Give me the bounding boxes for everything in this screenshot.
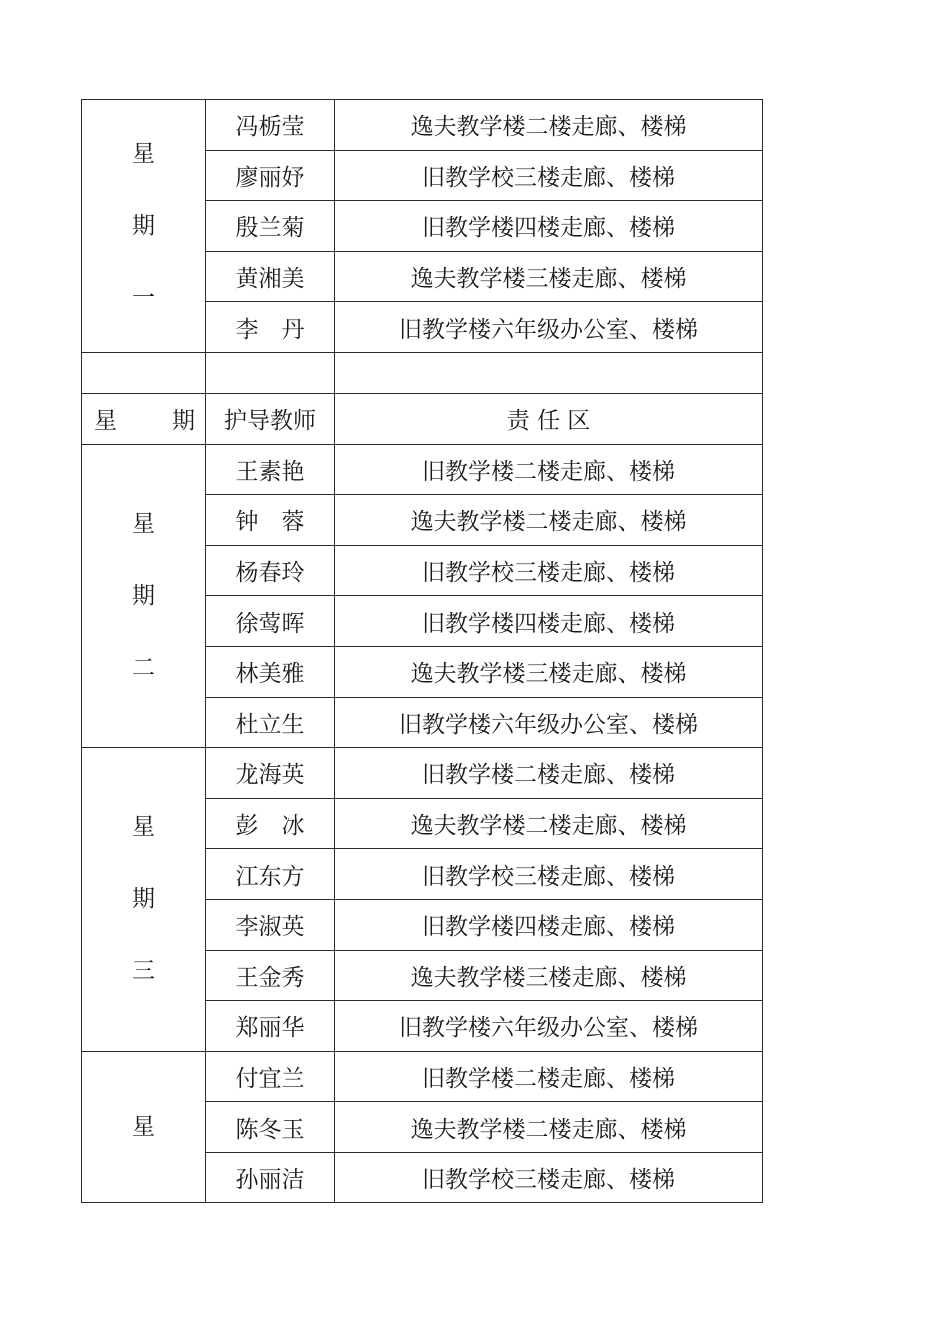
teacher-cell: 廖丽妤 [206,150,335,201]
teacher-cell: 王素艳 [206,444,335,495]
table-row [82,444,763,495]
teacher-cell: 陈冬玉 [206,1102,335,1153]
area-cell: 旧教学楼二楼走廊、楼梯 [335,748,763,799]
day-char: 星 [132,140,155,167]
day-char: 期 [132,582,155,609]
teacher-cell: 林美雅 [206,646,335,697]
area-cell: 逸夫教学楼二楼走廊、楼梯 [335,1102,763,1153]
area-cell: 逸夫教学楼二楼走廊、楼梯 [335,100,763,151]
teacher-cell: 李 丹 [206,302,335,353]
area-cell: 旧教学校三楼走廊、楼梯 [335,1152,763,1203]
teacher-cell: 李淑英 [206,899,335,950]
header-day-char: 星 [94,408,117,435]
teacher-cell: 王金秀 [206,950,335,1001]
empty-cell [82,352,206,393]
teacher-cell: 徐莺晖 [206,596,335,647]
empty-cell [335,352,763,393]
area-cell: 旧教学楼四楼走廊、楼梯 [335,201,763,252]
duty-roster-table [81,99,763,1203]
area-cell: 旧教学校三楼走廊、楼梯 [335,545,763,596]
day-char: 期 [132,886,155,913]
area-cell: 逸夫教学楼三楼走廊、楼梯 [335,950,763,1001]
area-cell: 旧教学楼六年级办公室、楼梯 [335,1001,763,1052]
teacher-cell: 付宜兰 [206,1051,335,1102]
day-char: 二 [132,654,155,681]
area-cell: 旧教学楼二楼走廊、楼梯 [335,1051,763,1102]
area-cell: 逸夫教学楼三楼走廊、楼梯 [335,251,763,302]
area-cell: 逸夫教学楼二楼走廊、楼梯 [335,798,763,849]
teacher-cell: 彭 冰 [206,798,335,849]
table-row [82,1051,763,1102]
day-char: 期 [132,212,155,239]
day-cell-thursday [82,1051,206,1203]
day-char: 星 [132,510,155,537]
teacher-cell: 江东方 [206,849,335,900]
day-char: 一 [132,284,155,311]
header-teacher: 护导教师 [206,393,335,444]
header-day-char: 期 [172,408,195,435]
area-cell: 旧教学楼六年级办公室、楼梯 [335,302,763,353]
day-char: 三 [132,958,155,985]
header-area: 责 任 区 [335,393,763,444]
area-cell: 逸夫教学楼二楼走廊、楼梯 [335,495,763,546]
area-cell: 旧教学楼四楼走廊、楼梯 [335,596,763,647]
teacher-cell: 钟 蓉 [206,495,335,546]
teacher-cell: 殷兰菊 [206,201,335,252]
header-row [82,393,763,444]
area-cell: 旧教学楼四楼走廊、楼梯 [335,899,763,950]
teacher-cell: 龙海英 [206,748,335,799]
header-day [82,393,206,444]
day-cell-monday [82,100,206,353]
teacher-cell: 冯栃莹 [206,100,335,151]
area-cell: 旧教学校三楼走廊、楼梯 [335,150,763,201]
day-cell-wednesday [82,748,206,1052]
day-cell-tuesday [82,444,206,748]
area-cell: 逸夫教学楼三楼走廊、楼梯 [335,646,763,697]
day-char: 星 [132,814,155,841]
table-row [82,748,763,799]
teacher-cell: 黄湘美 [206,251,335,302]
table-row [82,100,763,151]
area-cell: 旧教学楼六年级办公室、楼梯 [335,697,763,748]
blank-row [82,352,763,393]
area-cell: 旧教学楼二楼走廊、楼梯 [335,444,763,495]
teacher-cell: 孙丽洁 [206,1152,335,1203]
teacher-cell: 郑丽华 [206,1001,335,1052]
empty-cell [206,352,335,393]
teacher-cell: 杜立生 [206,697,335,748]
teacher-cell: 杨春玲 [206,545,335,596]
day-char: 星 [132,1114,155,1141]
area-cell: 旧教学校三楼走廊、楼梯 [335,849,763,900]
